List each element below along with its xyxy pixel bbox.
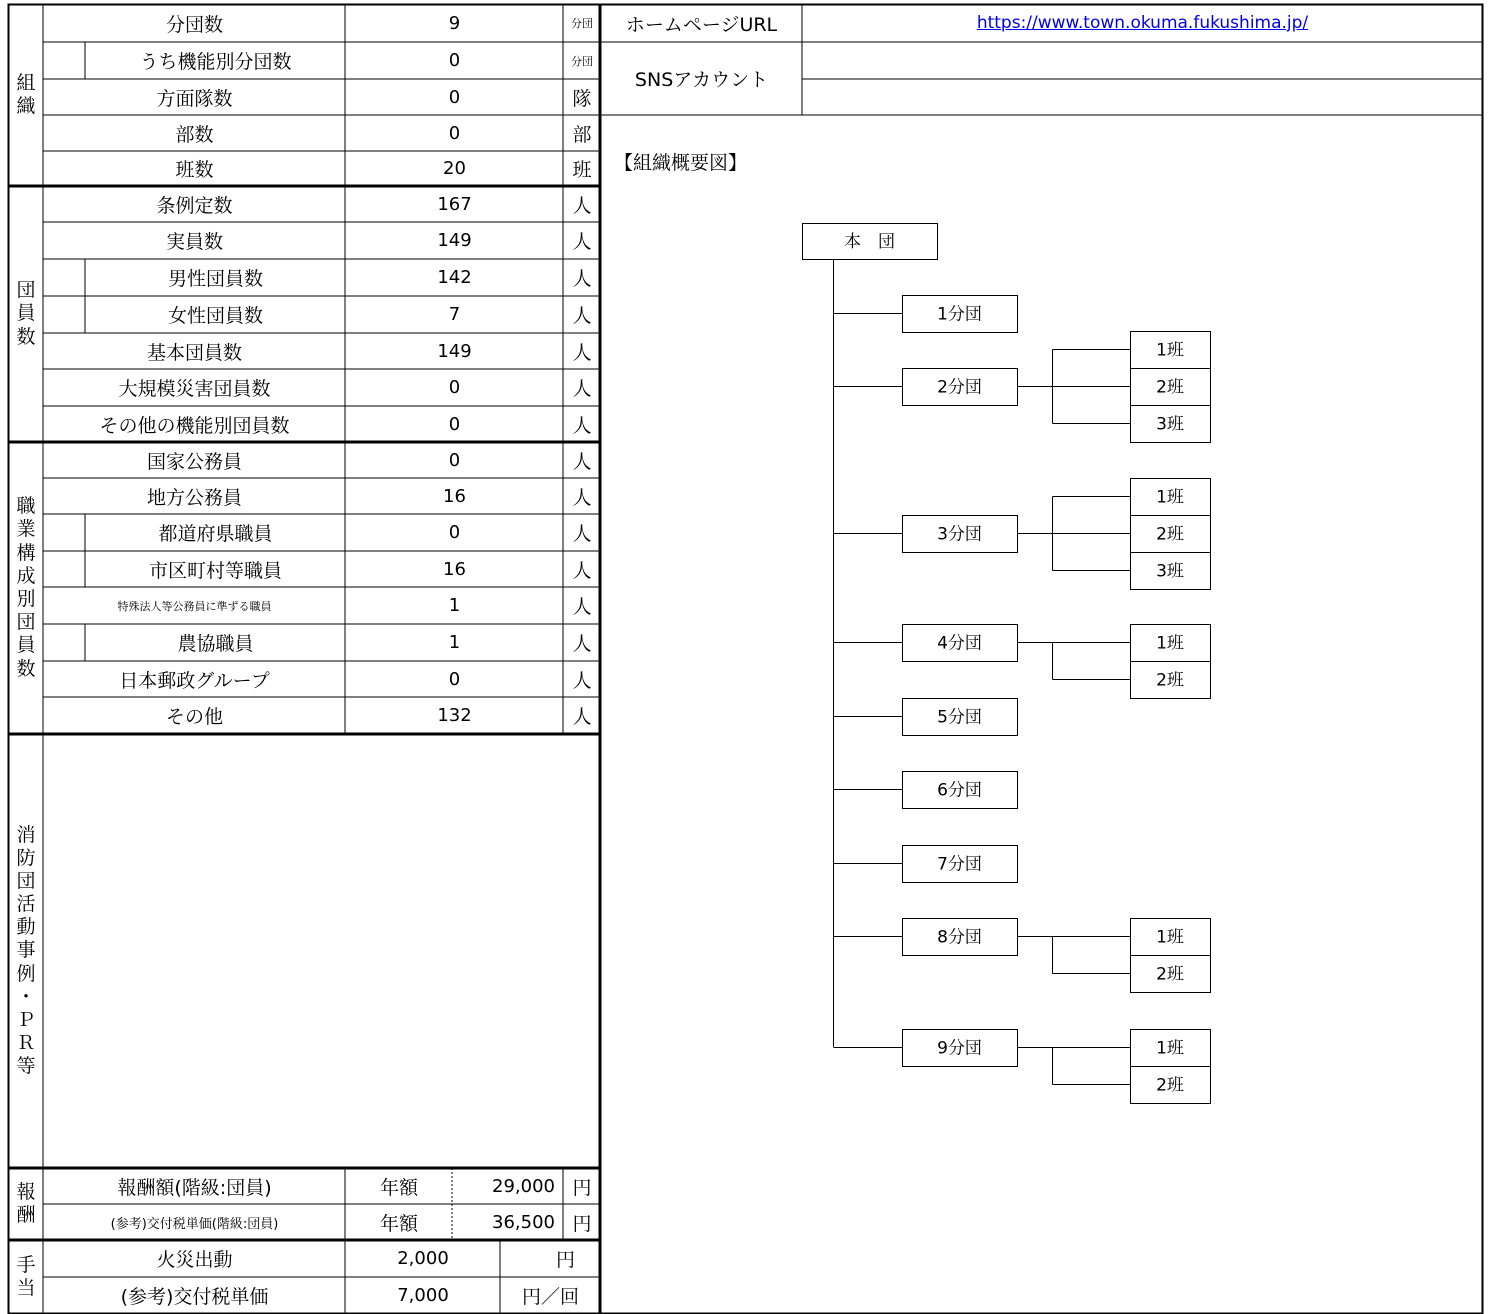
members-row-value: 7 (448, 304, 461, 325)
section-label-char: 業 (16, 518, 36, 541)
section-label-char: 酬 (16, 1204, 36, 1226)
org-squad-label: 1班 (1156, 340, 1184, 361)
org-branch-label: 8分団 (937, 927, 982, 948)
reference-allowance-value: 7,000 (397, 1285, 449, 1306)
org-branch-label: 9分団 (937, 1038, 982, 1059)
members-row-unit: 人 (572, 378, 592, 400)
reference-allowance-unit: 円／回 (521, 1286, 579, 1308)
org-chart-title: 【組織概要図】 (614, 152, 748, 174)
organization-row-value: 0 (448, 50, 461, 71)
organization-row-unit: 部 (572, 123, 592, 146)
org-squad-label: 3班 (1156, 414, 1184, 435)
section-label-char: 消 (16, 823, 36, 846)
section-label-char: 職 (16, 495, 36, 518)
org-branch-label: 7分団 (937, 854, 982, 875)
occupation-row-unit: 人 (572, 486, 592, 509)
reference-compensation-label: (参考)交付税単価(階級:団員) (110, 1216, 279, 1232)
occupation-row-value: 0 (448, 449, 461, 471)
section-label-char: Ｐ (16, 1008, 36, 1031)
org-squad-label: 1班 (1156, 487, 1184, 508)
section-label-char: 織 (16, 95, 36, 117)
occupation-row-value: 1 (448, 632, 461, 653)
org-branch-label: 2分団 (937, 377, 982, 398)
reference-compensation-unit: 円 (572, 1212, 592, 1235)
organization-row-unit: 分団 (571, 17, 593, 30)
members-row-value: 0 (448, 413, 461, 435)
occupation-row-value: 132 (437, 705, 472, 726)
occupation-row-unit: 人 (572, 559, 592, 582)
fire-dispatch-unit: 円 (555, 1249, 575, 1271)
org-squad-label: 1班 (1156, 633, 1184, 654)
occupation-row-unit: 人 (572, 596, 592, 618)
organization-row-label: 部数 (175, 123, 214, 146)
section-label-char: 防 (16, 846, 36, 869)
organization-row-value: 0 (448, 122, 461, 144)
members-row-unit: 人 (572, 194, 592, 217)
organization-row-label: うち機能別分団数 (139, 51, 292, 73)
members-row-label: 基本団員数 (146, 341, 242, 364)
organization-row-unit: 隊 (572, 87, 592, 110)
org-branch-label: 4分団 (937, 633, 982, 654)
org-squad-label: 3班 (1156, 561, 1184, 582)
occupation-row-label: 地方公務員 (146, 486, 242, 509)
section-label-char: 別 (16, 588, 36, 610)
occupation-row-label: 都道府県職員 (158, 523, 273, 545)
section-label-char: 員 (16, 302, 36, 325)
reference-compensation-value: 36,500 (492, 1211, 555, 1233)
org-branch-label: 3分団 (937, 524, 982, 545)
section-label-char: 組 (16, 71, 36, 94)
section-label-char: 員 (16, 634, 36, 657)
occupation-row-label: 日本郵政グループ (119, 669, 270, 692)
members-row-label: 女性団員数 (167, 305, 263, 327)
members-row-value: 149 (437, 230, 472, 251)
section-label-char: 等 (16, 1055, 36, 1078)
section-label-char: 数 (16, 657, 36, 680)
section-label-char: 数 (16, 325, 36, 348)
members-row-unit: 人 (572, 341, 592, 364)
section-label-char: 動 (16, 916, 36, 939)
organization-row-value: 0 (448, 86, 461, 108)
members-row-value: 149 (437, 340, 472, 362)
members-row-label: 大規模災害団員数 (118, 378, 271, 400)
members-row-value: 142 (437, 267, 472, 288)
org-squad-label: 1班 (1156, 1038, 1184, 1059)
members-row-unit: 人 (572, 268, 592, 290)
occupation-row-label: 特殊法人等公務員に準ずる職員 (117, 599, 272, 613)
organization-row-unit: 班 (572, 159, 592, 181)
section-label-char: 団 (16, 279, 36, 302)
org-squad-label: 2班 (1156, 1075, 1184, 1096)
organization-row-label: 方面隊数 (156, 87, 233, 110)
fire-dispatch-label: 火災出動 (156, 1249, 233, 1271)
compensation-unit: 円 (572, 1176, 592, 1199)
homepage-url-link[interactable]: https://www.town.okuma.fukushima.jp/ (976, 13, 1309, 33)
section-label-char: 手 (16, 1253, 36, 1276)
members-row-label: その他の機能別団員数 (99, 414, 290, 437)
fire-dispatch-value: 2,000 (397, 1248, 449, 1269)
org-squad-label: 2班 (1156, 670, 1184, 691)
organization-row-unit: 分団 (571, 54, 593, 68)
occupation-row-unit: 人 (572, 450, 592, 473)
occupation-row-unit: 人 (572, 669, 592, 692)
occupation-row-value: 0 (448, 668, 461, 690)
homepage-label: ホームページURL (625, 13, 778, 36)
organization-row-label: 班数 (175, 159, 214, 181)
occupation-row-unit: 人 (572, 633, 592, 655)
compensation-label: 報酬額(階級:団員) (117, 1176, 272, 1199)
occupation-row-value: 16 (443, 485, 466, 507)
members-row-value: 0 (448, 377, 461, 398)
section-label-char: ・ (16, 985, 36, 1008)
reference-allowance-label: (参考)交付税単価 (120, 1286, 269, 1308)
occupation-row-label: その他 (165, 706, 223, 728)
section-label-char: 例 (16, 962, 36, 985)
sns-label: SNSアカウント (634, 69, 769, 91)
compensation-value: 29,000 (492, 1175, 555, 1197)
occupation-row-value: 16 (443, 558, 466, 580)
org-squad-label: 1班 (1156, 927, 1184, 948)
occupation-row-label: 国家公務員 (146, 450, 242, 473)
members-row-label: 実員数 (165, 231, 223, 253)
section-label-char: 活 (16, 893, 36, 916)
section-label-char: 事 (16, 939, 36, 962)
occupation-row-unit: 人 (572, 706, 592, 728)
org-squad-label: 2班 (1156, 377, 1184, 398)
org-root-label: 本 団 (844, 232, 895, 252)
organization-row-label: 分団数 (165, 13, 223, 36)
organization-row-value: 9 (448, 12, 461, 34)
section-label-char: 団 (16, 869, 36, 892)
members-row-value: 167 (437, 193, 472, 215)
members-row-label: 条例定数 (156, 194, 233, 217)
occupation-row-label: 農協職員 (177, 633, 254, 655)
occupation-row-value: 1 (448, 595, 461, 616)
organization-row-value: 20 (443, 158, 466, 179)
members-row-unit: 人 (572, 414, 592, 437)
occupation-row-unit: 人 (572, 523, 592, 545)
members-row-unit: 人 (572, 305, 592, 327)
reference-compensation-prefix: 年額 (379, 1212, 418, 1235)
org-branch-label: 5分団 (937, 707, 982, 728)
members-row-unit: 人 (572, 231, 592, 253)
section-label-char: 構 (16, 541, 36, 564)
section-label-char: 団 (16, 611, 36, 634)
org-branch-label: 1分団 (937, 304, 982, 325)
section-label-char: 当 (16, 1277, 36, 1299)
occupation-row-value: 0 (448, 522, 461, 543)
section-label-char: 成 (16, 564, 36, 587)
org-branch-label: 6分団 (937, 780, 982, 801)
org-squad-label: 2班 (1156, 964, 1184, 985)
section-label-char: 報 (16, 1180, 36, 1203)
members-row-label: 男性団員数 (167, 268, 263, 290)
section-label-char: Ｒ (16, 1032, 36, 1055)
compensation-prefix: 年額 (379, 1176, 418, 1199)
occupation-row-label: 市区町村等職員 (148, 559, 282, 582)
org-squad-label: 2班 (1156, 524, 1184, 545)
